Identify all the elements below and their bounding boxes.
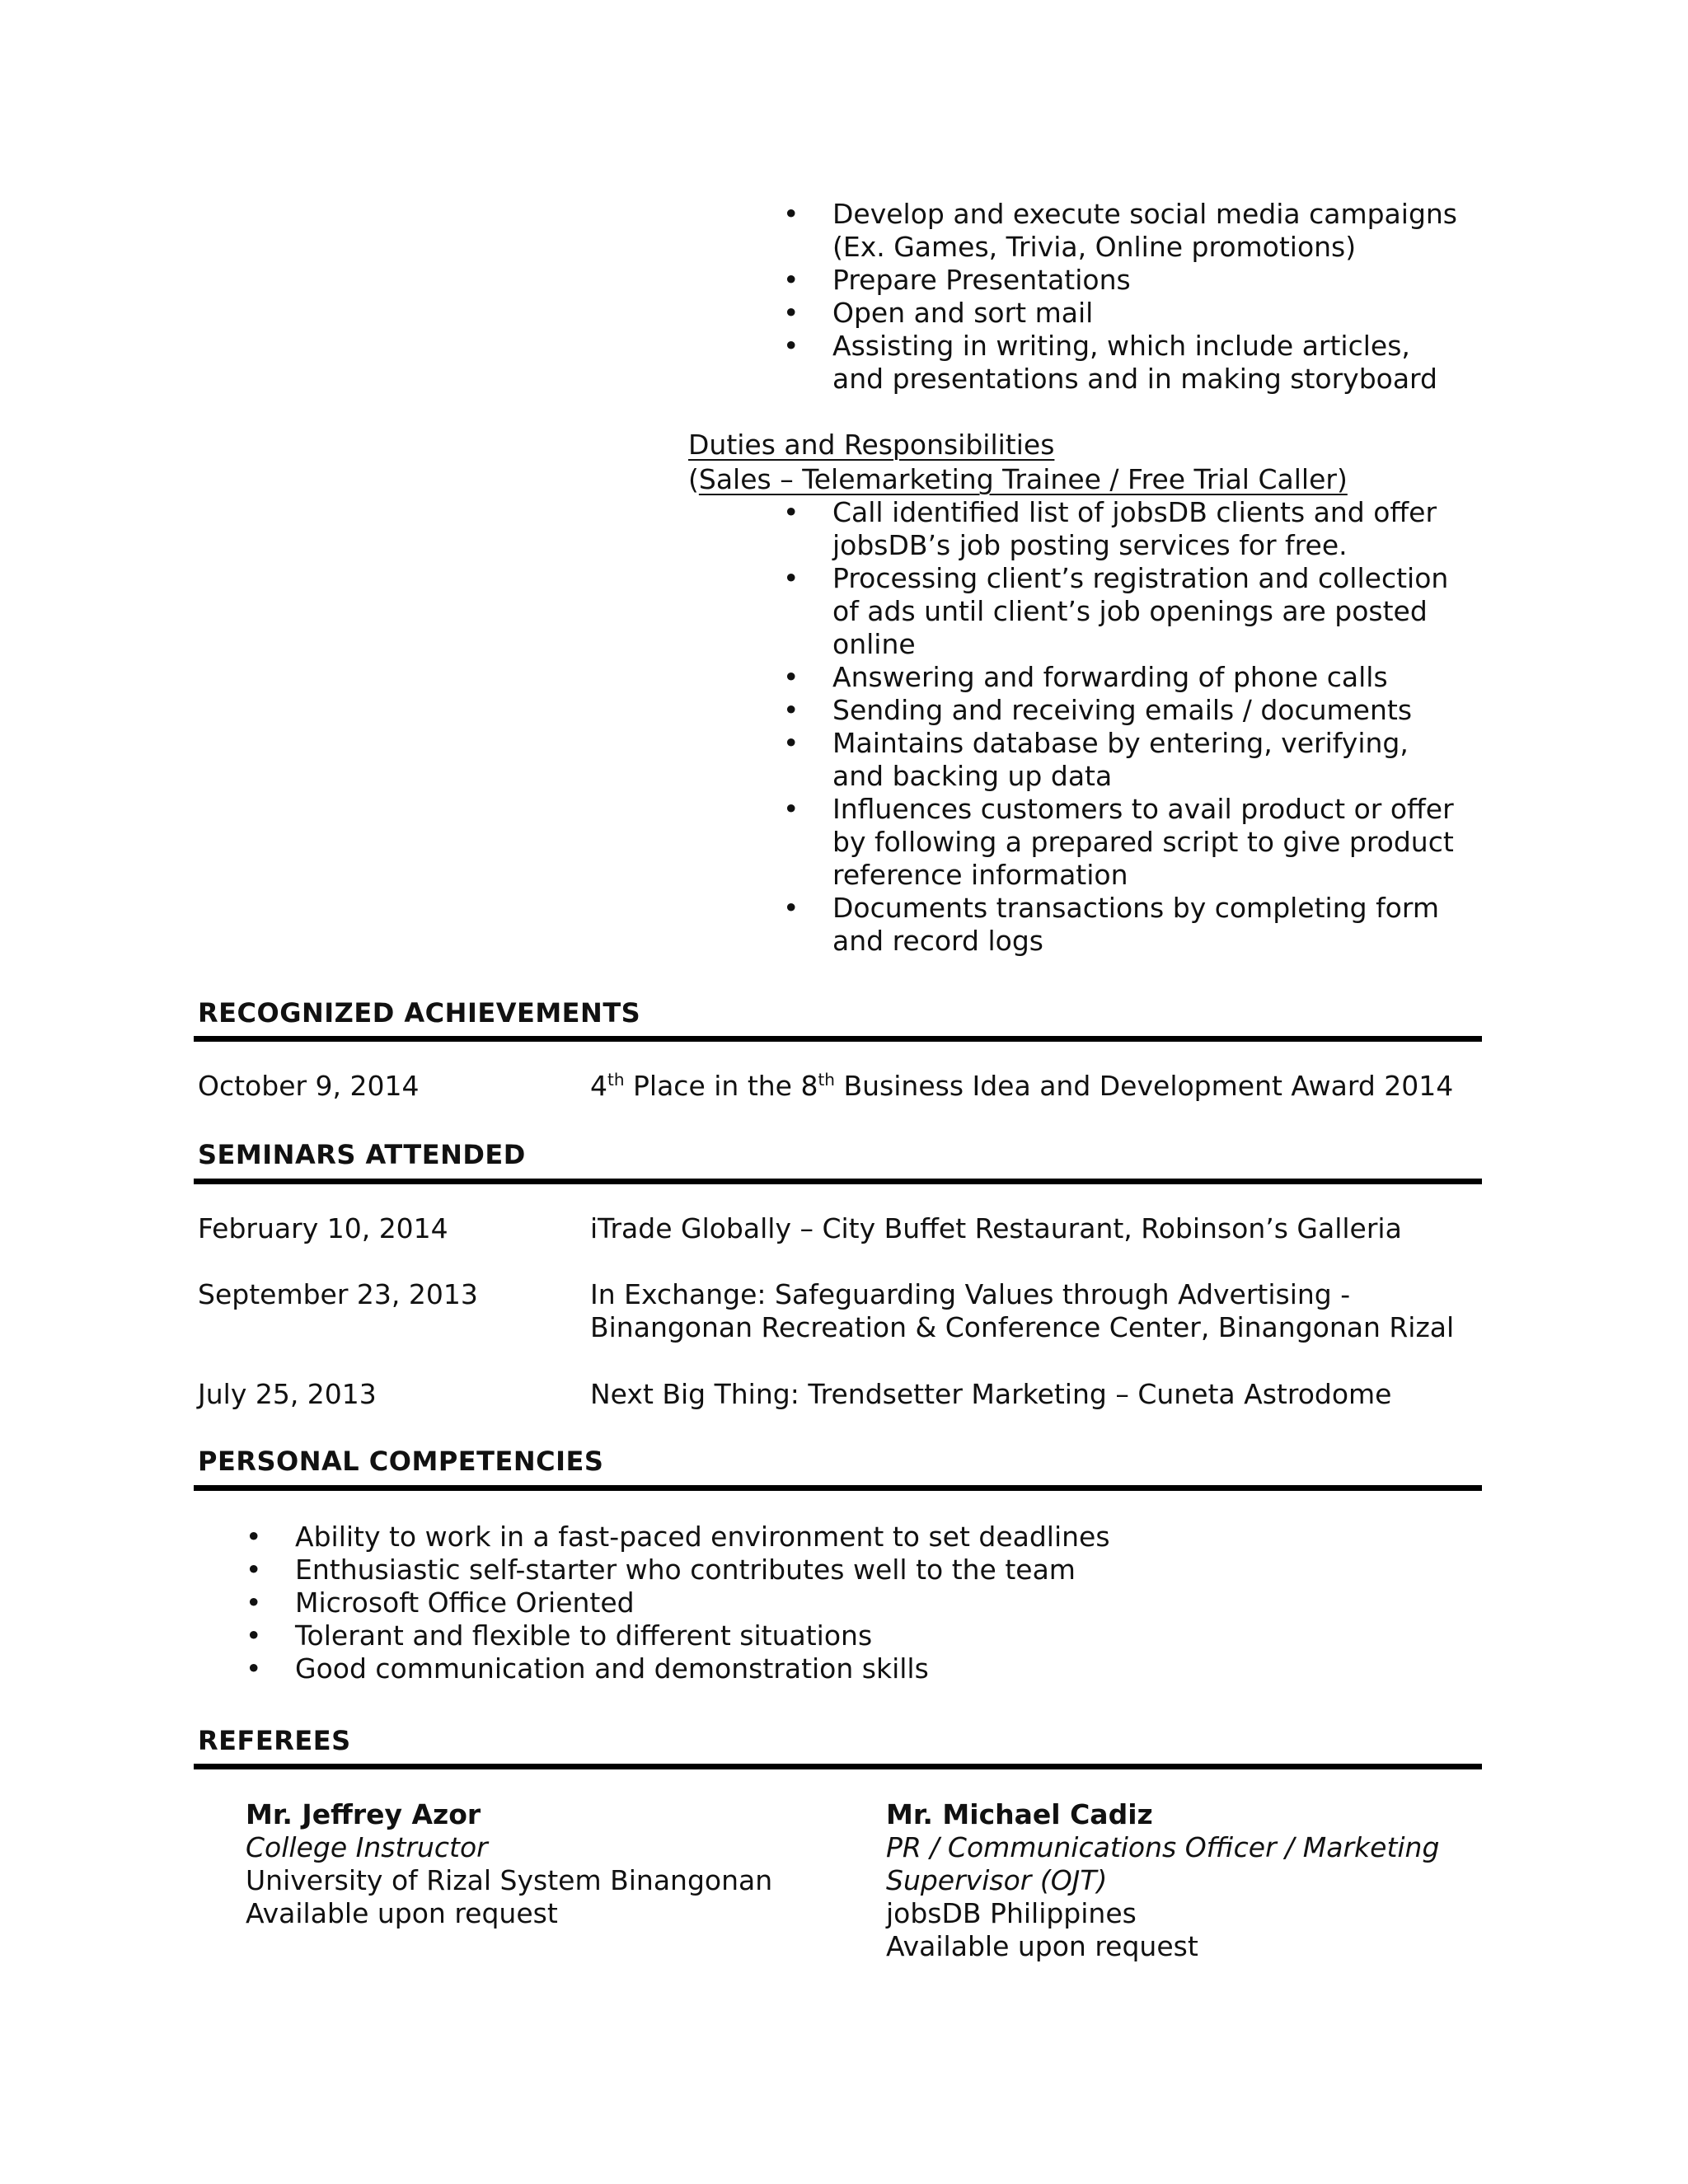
list-item-text: Documents transactions by completing form: [832, 892, 1440, 924]
list-item: [246, 1586, 1110, 1619]
referee-org: University of Rizal System Binangonan: [246, 1864, 773, 1896]
list-item: [783, 264, 1457, 297]
bullet-icon: •: [783, 727, 799, 759]
list-item-text: Sending and receiving emails / documents: [832, 694, 1413, 726]
bullet-icon: •: [783, 264, 799, 296]
seminar-date: July 25, 2013: [198, 1378, 377, 1410]
list-item: [246, 1554, 1110, 1586]
list-item: [783, 496, 1454, 562]
bullet-icon: •: [246, 1619, 262, 1652]
list-item: [246, 1619, 1110, 1652]
list-item: [246, 1521, 1110, 1554]
competencies-rule: [194, 1485, 1482, 1491]
achievement-mid-sup: th: [818, 1070, 835, 1090]
referee-contact: Available upon request: [246, 1897, 558, 1929]
seminars-rule: [194, 1179, 1482, 1184]
list-item-text: and backing up data: [832, 760, 1113, 792]
referees-rule: [194, 1764, 1482, 1769]
list-item-text: jobsDB’s job posting services for free.: [832, 529, 1348, 561]
list-item: [246, 1652, 1110, 1685]
list-item-text: Answering and forwarding of phone calls: [832, 661, 1388, 693]
list-item: [783, 330, 1457, 396]
list-item-text: Ability to work in a fast-paced environment to set deadlines: [295, 1521, 1110, 1553]
seminar-title: iTrade Globally – City Buffet Restaurant, Robinson’s Galleria: [590, 1212, 1402, 1244]
achievement-text: [590, 1070, 1453, 1103]
list-item-text: Assisting in writing, which include articles,: [832, 330, 1410, 362]
referee-name: Mr. Jeffrey Azor: [246, 1798, 481, 1830]
role-title: Sales – Telemarketing Trainee / Free Trial Caller): [698, 463, 1348, 495]
duties-heading: Duties and Responsibilities: [688, 429, 1055, 461]
bullet-icon: •: [783, 198, 799, 230]
achievements-heading: RECOGNIZED ACHIEVEMENTS: [198, 997, 641, 1029]
list-item: [783, 793, 1454, 892]
list-item-text: of ads until client’s job openings are posted: [832, 595, 1428, 627]
bullet-icon: •: [783, 496, 799, 528]
list-item-text: Microsoft Office Oriented: [295, 1586, 635, 1619]
seminar-title-cont: Binangonan Recreation & Conference Center, Binangonan Rizal: [590, 1311, 1455, 1343]
list-item-text: and record logs: [832, 925, 1043, 957]
list-item-text: by following a prepared script to give product: [832, 826, 1454, 858]
bullet-icon: •: [783, 694, 799, 726]
referee-org: jobsDB Philippines: [886, 1897, 1137, 1929]
bullet-icon: •: [246, 1521, 262, 1553]
bullet-icon: •: [783, 793, 799, 825]
referees-heading: REFEREES: [198, 1725, 351, 1756]
list-item: [783, 694, 1454, 727]
referee-contact: Available upon request: [886, 1930, 1198, 1962]
list-item: [783, 198, 1458, 264]
achievement-date: October 9, 2014: [198, 1070, 420, 1102]
referee-right: [886, 1798, 1439, 1963]
achievement-place-num: 4: [590, 1070, 607, 1102]
list-item: [783, 727, 1454, 793]
seminar-title: In Exchange: Safeguarding Values through Advertising -: [590, 1278, 1351, 1310]
referee-position-cont: Supervisor (OJT): [886, 1864, 1108, 1896]
list-item-text: Develop and execute social media campaigns: [832, 198, 1458, 230]
referee-position: College Instructor: [246, 1831, 488, 1863]
list-item-text: reference information: [832, 859, 1128, 891]
list-item: [783, 297, 1457, 330]
seminar-title: Next Big Thing: Trendsetter Marketing – Cuneta Astrodome: [590, 1378, 1392, 1410]
list-item-text: Enthusiastic self-starter who contributes well to the team: [295, 1554, 1076, 1586]
list-item: [783, 892, 1454, 958]
list-item-text: (Ex. Games, Trivia, Online promotions): [832, 231, 1357, 263]
list-item-text: Processing client’s registration and collection: [832, 562, 1449, 594]
competencies-list: [246, 1521, 1110, 1685]
list-item: [783, 562, 1454, 661]
list-item-text: Call identified list of jobsDB clients and offer: [832, 496, 1437, 528]
sales-duties-list: [783, 496, 1454, 958]
list-item-text: and presentations and in making storyboard: [832, 363, 1437, 395]
bullet-icon: •: [246, 1586, 262, 1619]
competencies-heading: PERSONAL COMPETENCIES: [198, 1446, 604, 1477]
list-item: [783, 661, 1454, 694]
achievements-rule: [194, 1036, 1482, 1042]
referee-position: PR / Communications Officer / Marketing: [886, 1831, 1440, 1863]
seminar-date: September 23, 2013: [198, 1278, 478, 1310]
list-item-text: Maintains database by entering, verifying,: [832, 727, 1409, 759]
list-item-text: online: [832, 628, 916, 660]
list-item-text: Good communication and demonstration skills: [295, 1652, 929, 1685]
referee-left: [246, 1798, 772, 1930]
achievement-rest: Business Idea and Development Award 2014: [835, 1070, 1454, 1102]
list-item-text: Open and sort mail: [832, 297, 1094, 329]
bullet-icon: •: [783, 562, 799, 594]
list-item-text: Influences customers to avail product or offer: [832, 793, 1454, 825]
list-item-text: Tolerant and flexible to different situations: [295, 1619, 873, 1652]
achievement-place-sup: th: [607, 1070, 625, 1090]
seminars-heading: SEMINARS ATTENDED: [198, 1139, 526, 1170]
bullet-icon: •: [246, 1652, 262, 1685]
bullet-icon: •: [783, 330, 799, 362]
referee-name: Mr. Michael Cadiz: [886, 1798, 1153, 1830]
role-open-paren: (: [688, 463, 699, 495]
list-item-text: Prepare Presentations: [832, 264, 1131, 296]
role-line: [688, 463, 1348, 496]
bullet-icon: •: [783, 892, 799, 924]
bullet-icon: •: [246, 1554, 262, 1586]
top-duties-list: [783, 198, 1458, 396]
achievement-mid: Place in the 8: [624, 1070, 818, 1102]
seminar-date: February 10, 2014: [198, 1212, 448, 1244]
bullet-icon: •: [783, 661, 799, 693]
bullet-icon: •: [783, 297, 799, 329]
